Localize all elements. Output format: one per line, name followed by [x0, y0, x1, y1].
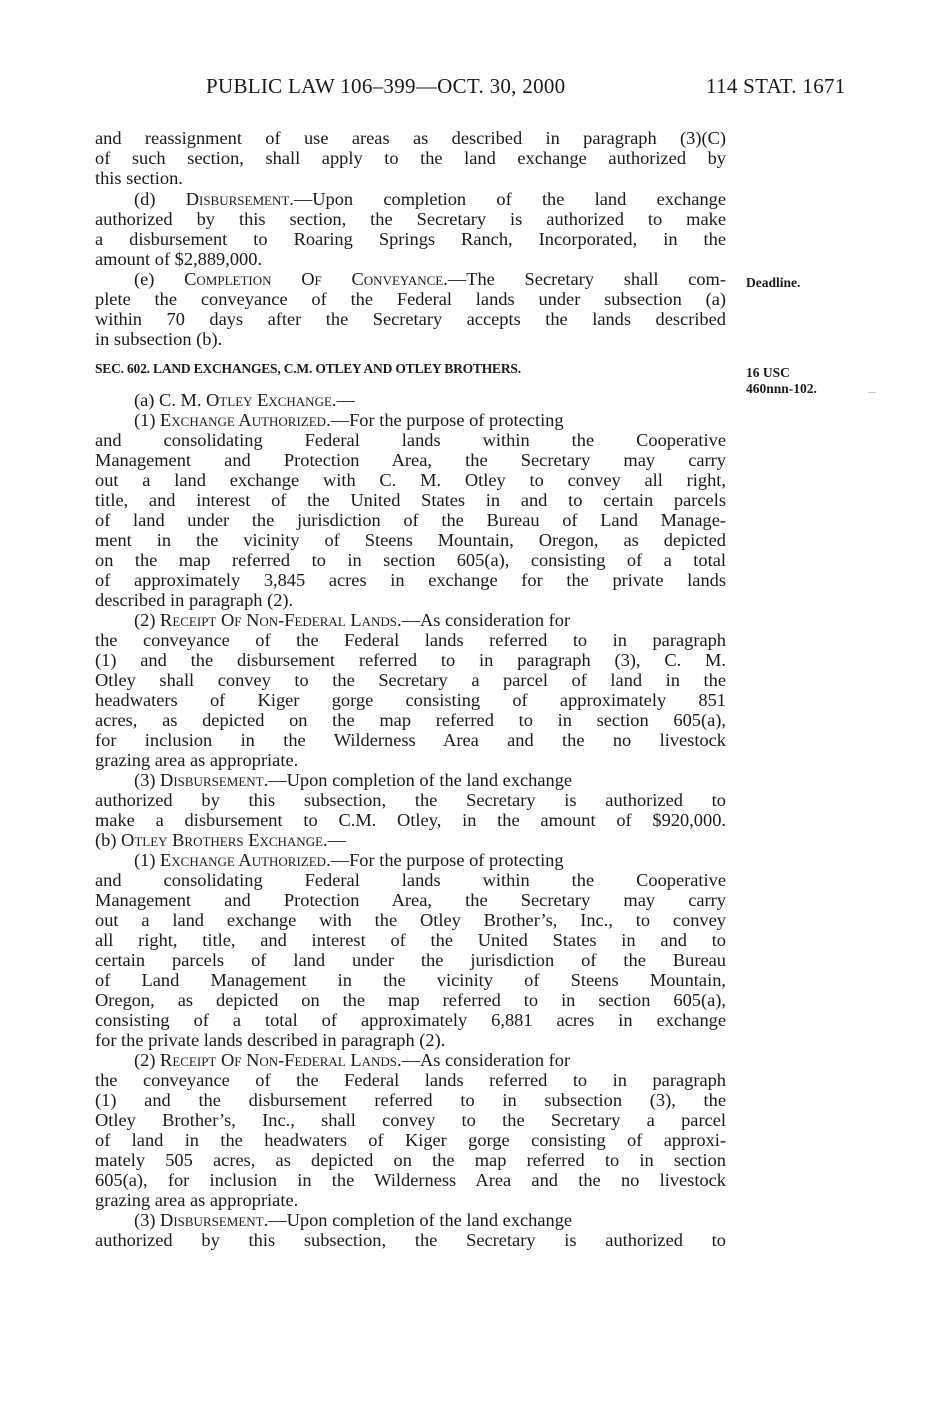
text-line: (a) C. M. Otley Exchange.—	[134, 390, 355, 410]
text-line: in subsection (b).	[95, 329, 223, 349]
paragraph-heading: Disbursement.	[185, 189, 294, 209]
text-line: (1) and the disbursement referred to in subsection (3), the	[95, 1090, 726, 1110]
text-line: for the private lands described in paragraph (2).	[95, 1030, 446, 1050]
text-line: headwaters of Kiger gorge consisting of approximately 851	[95, 690, 726, 710]
paragraph-heading: Disbursement.	[160, 1210, 269, 1230]
text-line: (1) Exchange Authorized.—For the purpose of protecting	[134, 850, 564, 870]
text-line: Management and Protection Area, the Secretary may carry	[95, 890, 726, 910]
paragraph-heading: Exchange Authorized.	[160, 850, 331, 870]
text-line: certain parcels of land under the jurisdiction of the Bureau	[95, 950, 726, 970]
paragraph-heading: Otley Brothers Exchange.	[121, 830, 328, 850]
text-line: of such section, shall apply to the land exchange authorized by	[95, 148, 726, 168]
text-line: (b) Otley Brothers Exchange.—	[95, 830, 347, 850]
text-line: for inclusion in the Wilderness Area and the no livestock	[95, 730, 726, 750]
stat-page-number: 114 STAT. 1671	[706, 74, 846, 98]
text-line: within 70 days after the Secretary accepts the lands described	[95, 309, 726, 329]
text-line: this section.	[95, 168, 183, 188]
paragraph-heading: Disbursement.	[160, 770, 269, 790]
text-line: of land in the headwaters of Kiger gorge consisting of approxi-	[95, 1130, 726, 1150]
text-line: 605(a), for inclusion in the Wilderness Area and the no livestock	[95, 1170, 726, 1190]
margin-note-deadline: Deadline.	[746, 275, 801, 290]
text-line: of approximately 3,845 acres in exchange for the private lands	[95, 570, 726, 590]
paragraph-heading: C. M. Otley Exchange.	[159, 390, 337, 410]
text-line: and consolidating Federal lands within the Cooperative	[95, 870, 726, 890]
public-law-title: PUBLIC LAW 106–399—OCT. 30, 2000	[206, 74, 566, 98]
text-line: a disbursement to Roaring Springs Ranch, Incorporated, in the	[95, 229, 726, 249]
text-line: authorized by this subsection, the Secretary is authorized to	[95, 1230, 726, 1250]
text-line: authorized by this section, the Secretary is authorized to make	[95, 209, 726, 229]
paragraph-heading: Exchange Authorized.	[160, 410, 331, 430]
text-line: (e) Completion Of Conveyance.—The Secretary shall com-	[134, 269, 726, 289]
text-line: (3) Disbursement.—Upon completion of the land exchange	[134, 1210, 573, 1230]
text-line: consisting of a total of approximately 6,881 acres in exchange	[95, 1010, 726, 1030]
text-line: Otley Brother’s, Inc., shall convey to the Secretary a parcel	[95, 1110, 726, 1130]
scan-mark	[868, 392, 876, 393]
text-line: described in paragraph (2).	[95, 590, 294, 610]
text-line: acres, as depicted on the map referred to in section 605(a),	[95, 710, 726, 730]
text-line: Management and Protection Area, the Secretary may carry	[95, 450, 726, 470]
text-line: on the map referred to in section 605(a), consisting of a total	[95, 550, 726, 570]
margin-note-usc-section: 460nnn-102.	[746, 381, 817, 396]
margin-note-usc-title: 16 USC	[746, 365, 790, 380]
text-line: (3) Disbursement.—Upon completion of the land exchange	[134, 770, 573, 790]
text-line: ment in the vicinity of Steens Mountain, Oregon, as depicted	[95, 530, 726, 550]
text-line: mately 505 acres, as depicted on the map referred to in section	[95, 1150, 726, 1170]
text-line: (1) and the disbursement referred to in paragraph (3), C. M.	[95, 650, 726, 670]
text-line: Otley shall convey to the Secretary a parcel of land in the	[95, 670, 726, 690]
text-line: all right, title, and interest of the United States in and to	[95, 930, 726, 950]
text-line: title, and interest of the United States in and to certain parcels	[95, 490, 726, 510]
text-line: authorized by this subsection, the Secretary is authorized to	[95, 790, 726, 810]
text-line: of land under the jurisdiction of the Bureau of Land Manage-	[95, 510, 726, 530]
text-line: out a land exchange with the Otley Brother’s, Inc., to convey	[95, 910, 726, 930]
text-line: grazing area as appropriate.	[95, 1190, 299, 1210]
section-heading: SEC. 602. LAND EXCHANGES, C.M. OTLEY AND OTLEY BROTHERS.	[95, 361, 521, 376]
text-line: and consolidating Federal lands within the Cooperative	[95, 430, 726, 450]
text-line: of Land Management in the vicinity of Steens Mountain,	[95, 970, 726, 990]
text-line: the conveyance of the Federal lands referred to in paragraph	[95, 1070, 726, 1090]
paragraph-heading: Receipt Of Non-Federal Lands.	[160, 1050, 402, 1070]
text-line: make a disbursement to C.M. Otley, in the amount of $920,000.	[95, 810, 726, 830]
text-line: (2) Receipt Of Non-Federal Lands.—As consideration for	[134, 610, 571, 630]
text-line: Oregon, as depicted on the map referred to in section 605(a),	[95, 990, 726, 1010]
text-line: and reassignment of use areas as described in paragraph (3)(C)	[95, 128, 726, 148]
text-line: (d) Disbursement.—Upon completion of the land exchange	[134, 189, 726, 209]
paragraph-heading: Completion Of Conveyance.	[184, 269, 448, 289]
text-line: amount of $2,889,000.	[95, 249, 263, 269]
text-line: grazing area as appropriate.	[95, 750, 299, 770]
text-line: out a land exchange with C. M. Otley to convey all right,	[95, 470, 726, 490]
text-line: (2) Receipt Of Non-Federal Lands.—As consideration for	[134, 1050, 571, 1070]
text-line: the conveyance of the Federal lands referred to in paragraph	[95, 630, 726, 650]
text-line: (1) Exchange Authorized.—For the purpose of protecting	[134, 410, 564, 430]
text-line: plete the conveyance of the Federal lands under subsection (a)	[95, 289, 726, 309]
paragraph-heading: Receipt Of Non-Federal Lands.	[160, 610, 402, 630]
